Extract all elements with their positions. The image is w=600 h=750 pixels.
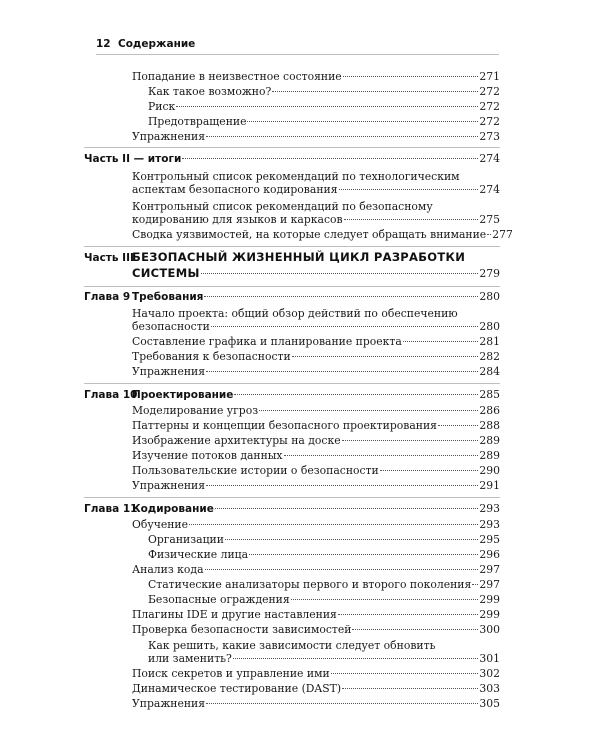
chapter-heading[interactable]: Требования 280: [132, 290, 500, 303]
toc-entry[interactable]: кодированию для языков и каркасов 275: [132, 213, 500, 226]
toc-entry[interactable]: или заменить? 301: [148, 652, 500, 665]
divider: [84, 286, 500, 287]
toc-entry[interactable]: Пользовательские истории о безопасности 290: [132, 464, 500, 477]
toc-entry[interactable]: Риск 272: [148, 100, 500, 113]
chapter-heading[interactable]: Проектирование 285: [132, 388, 500, 401]
toc-entry[interactable]: Составление графика и планирование проекта 281: [132, 335, 500, 348]
toc-entry-line1: Как решить, какие зависимости следует обновить: [148, 639, 436, 652]
part-title-line2[interactable]: СИСТЕМЫ 279: [132, 266, 500, 280]
running-title: Содержание: [118, 38, 196, 50]
page-number: 12: [96, 38, 111, 50]
part-title[interactable]: БЕЗОПАСНЫЙ ЖИЗНЕННЫЙ ЦИКЛ РАЗРАБОТКИ: [132, 250, 466, 264]
toc-entry[interactable]: Изображение архитектуры на доске 289: [132, 434, 500, 447]
toc-entry[interactable]: Упражнения 291: [132, 479, 500, 492]
toc-entry[interactable]: Безопасные ограждения 299: [148, 593, 500, 606]
toc-entry[interactable]: Упражнения 273: [132, 130, 500, 143]
toc-entry[interactable]: Статические анализаторы первого и второго поколения 297: [148, 578, 500, 591]
toc-entry[interactable]: Упражнения 305: [132, 697, 500, 710]
divider: [84, 147, 500, 148]
part-heading[interactable]: Часть II — итоги 274: [84, 152, 500, 165]
toc-entry[interactable]: Паттерны и концепции безопасного проектирования 288: [132, 419, 500, 432]
toc-entry[interactable]: Проверка безопасности зависимостей 300: [132, 623, 500, 636]
toc-entry[interactable]: Плагины IDE и другие наставления 299: [132, 608, 500, 621]
toc-entry[interactable]: Требования к безопасности 282: [132, 350, 500, 363]
toc-entry[interactable]: Анализ кода 297: [132, 563, 500, 576]
toc-entry[interactable]: Попадание в неизвестное состояние 271: [132, 70, 500, 83]
chapter-label: Глава 11: [84, 503, 138, 515]
toc-entry[interactable]: Физические лица 296: [148, 548, 500, 561]
part-label: Часть III: [84, 252, 134, 264]
toc-entry[interactable]: безопасности 280: [132, 320, 500, 333]
chapter-heading[interactable]: Кодирование 293: [132, 502, 500, 515]
toc-entry[interactable]: Обучение 293: [132, 518, 500, 531]
toc-entry[interactable]: Упражнения 284: [132, 365, 500, 378]
toc-entry[interactable]: Предотвращение 272: [148, 115, 500, 128]
divider: [84, 497, 500, 498]
toc-entry[interactable]: Как такое возможно? 272: [148, 85, 500, 98]
divider: [84, 383, 500, 384]
toc-entry-line1: Контрольный список рекомендаций по технологическим: [132, 170, 460, 183]
toc-entry[interactable]: аспектам безопасного кодирования 274: [132, 183, 500, 196]
toc-entry[interactable]: Моделирование угроз 286: [132, 404, 500, 417]
toc-entry[interactable]: Организации 295: [148, 533, 500, 546]
toc-entry[interactable]: Изучение потоков данных 289: [132, 449, 500, 462]
toc-entry[interactable]: Поиск секретов и управление ими 302: [132, 667, 500, 680]
toc-entry-line1: Контрольный список рекомендаций по безопасному: [132, 200, 433, 213]
toc-entry-line1: Начало проекта: общий обзор действий по обеспечению: [132, 307, 458, 320]
chapter-label: Глава 10: [84, 389, 138, 401]
toc-entry[interactable]: Сводка уязвимостей, на которые следует обращать внимание 277: [132, 228, 513, 241]
toc-entry[interactable]: Динамическое тестирование (DAST) 303: [132, 682, 500, 695]
chapter-label: Глава 9: [84, 291, 131, 303]
divider: [84, 246, 500, 247]
